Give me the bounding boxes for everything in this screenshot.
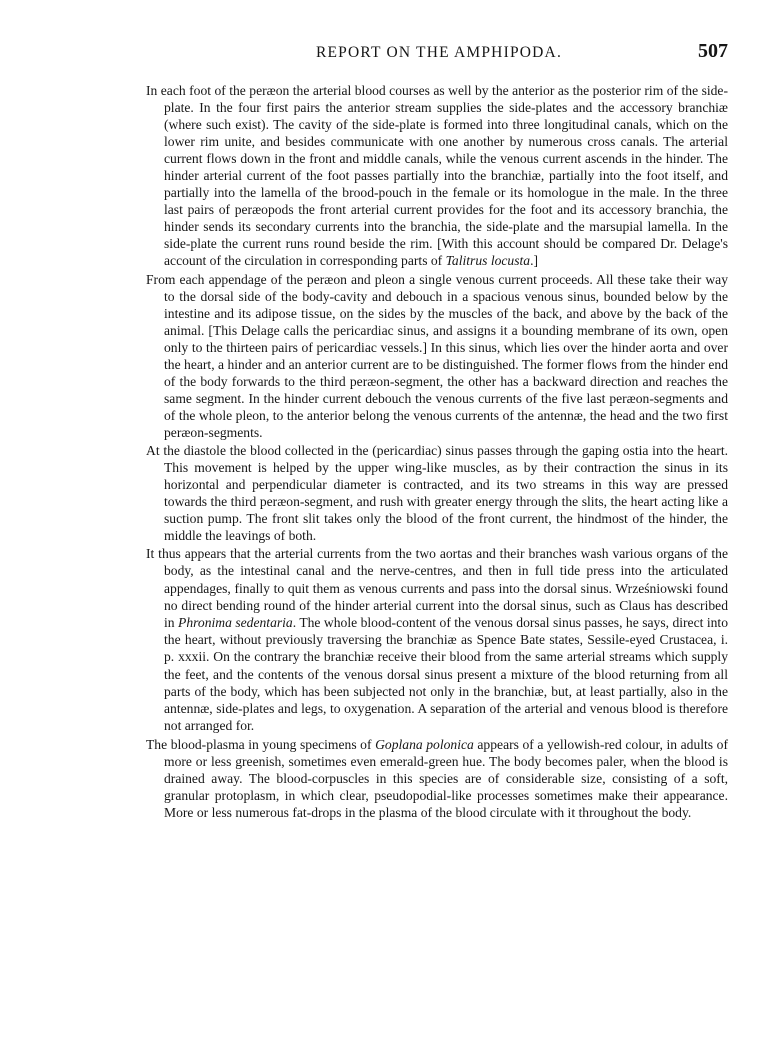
paragraph-text: The blood-plasma in young specimens of [146,736,376,752]
paragraph-text: .] [530,253,539,269]
paragraph-foot-circulation [146,82,728,270]
species-name: Goplana polonica [375,736,474,752]
body-text [146,82,728,822]
species-name: Talitrus locusta [445,253,531,269]
paragraph-text: It thus appears that the arterial currents from the two aortas and their branches wash various organs of the body, as the intestinal canal and the nerve-centres, and then in full tide press into the articulated appendages, finally to quit them as venous currents and pass into the dorsal sinus. Wrześniowski found no direct bending round of the hinder arterial current into the dorsal sinus, such as Claus has described in [146,546,728,631]
species-name: Phronima sedentaria [178,615,293,631]
paragraph-venous-sinus: From each appendage of the peræon and pleon a single venous current proceeds. All these take their way to the dorsal side of the body-cavity and debouch in a spacious venous sinus, bounded below by the intestine and its adipose tissue, on the sides by the muscles of the back, and above by the back of the animal. [This Delage calls the pericardiac sinus, and assigns it a bounding membrane of its own, open only to the thirteen pairs of pericardiac vessels.] In this sinus, which lies over the hinder aorta and over the heart, a hinder and an anterior current are to be distinguished. The former flows from the hinder end of the body forwards to the third peræon-segment, the other has a backward direction and reaches the same segment. In the hinder current debouch the venous currents of the five last peræon-segments and of the whole pleon, to the anterior belong the venous currents of the antennæ, the head and the two first peræon-segments. [146,271,728,440]
paragraph-blood-plasma [146,736,728,822]
running-head [150,40,728,64]
paragraph-text: appears of a yellowish-red colour, in adults of more or less greenish, sometimes even emerald-green hue. The body becomes paler, when the blood is drained away. The blood-corpuscles in this species are of considerable size, consisting of a soft, granular protoplasm, in which clear, pseudopodial-like processes sometimes make their appearance. More or less numerous fat-drops in the plasma of the blood circulate with it throughout the body. [164,736,728,821]
page-number: 507 [698,40,728,62]
running-title: REPORT ON THE AMPHIPODA. [315,44,563,61]
paragraph-text: . The whole blood-content of the venous dorsal sinus passes, he says, direct into the heart, without previously traversing the branchiæ as Spence Bate states, Sessile-eyed Crustacea, i. p. xxxii. On the contrary the branchiæ receive their blood from the same arterial streams which supply the feet, and the contents of the venous dorsal sinus present a mixture of the blood returning from all parts of the body, which has been subjected not only in the branchiæ, but, at least partially, also in the antennæ, side-plates and legs, to oxygenation. A separation of the arterial and venous blood is therefore not arranged for. [164,615,728,734]
paragraph-arterial-currents [146,545,728,734]
paragraph-text: In each foot of the peræon the arterial blood courses as well by the anterior as the posterior rim of the side-plate. In the four first pairs the anterior stream supplies the side-plates and the accessory branchiæ (where such exist). The cavity of the side-plate is formed into three longitudinal canals, which on the lower rim unite, and besides communicate with one another by numerous cross canals. The arterial current flows down in the front and middle canals, while the venous current ascends in the hinder. The hinder arterial current of the foot passes partially into the branchiæ, partially into the foot itself, and partially into the lamella of the brood-pouch in the female or its homologue in the male. In the three last pairs of peræopods the front arterial current provides for the foot and its accessory branchia, the hinder sends its secondary currents into the branchia, the side-plate and the marsupial lamella. In the side-plate the current runs round beside the rim. [With this account should be compared Dr. Delage's account of the circulation in corresponding parts of [146,83,728,269]
paragraph-diastole: At the diastole the blood collected in the (pericardiac) sinus passes through the gaping ostia into the heart. This movement is helped by the upper wing-like muscles, as by their contraction the sinus in its horizontal and perpendicular diameter is contracted, and its two streams in this way are pressed towards the third peræon-segment, and rush with greater energy through the slits, the heart acting like a suction pump. The front slit takes only the blood of the front current, the hindmost of the hinder, the middle the leavings of both. [146,442,728,544]
